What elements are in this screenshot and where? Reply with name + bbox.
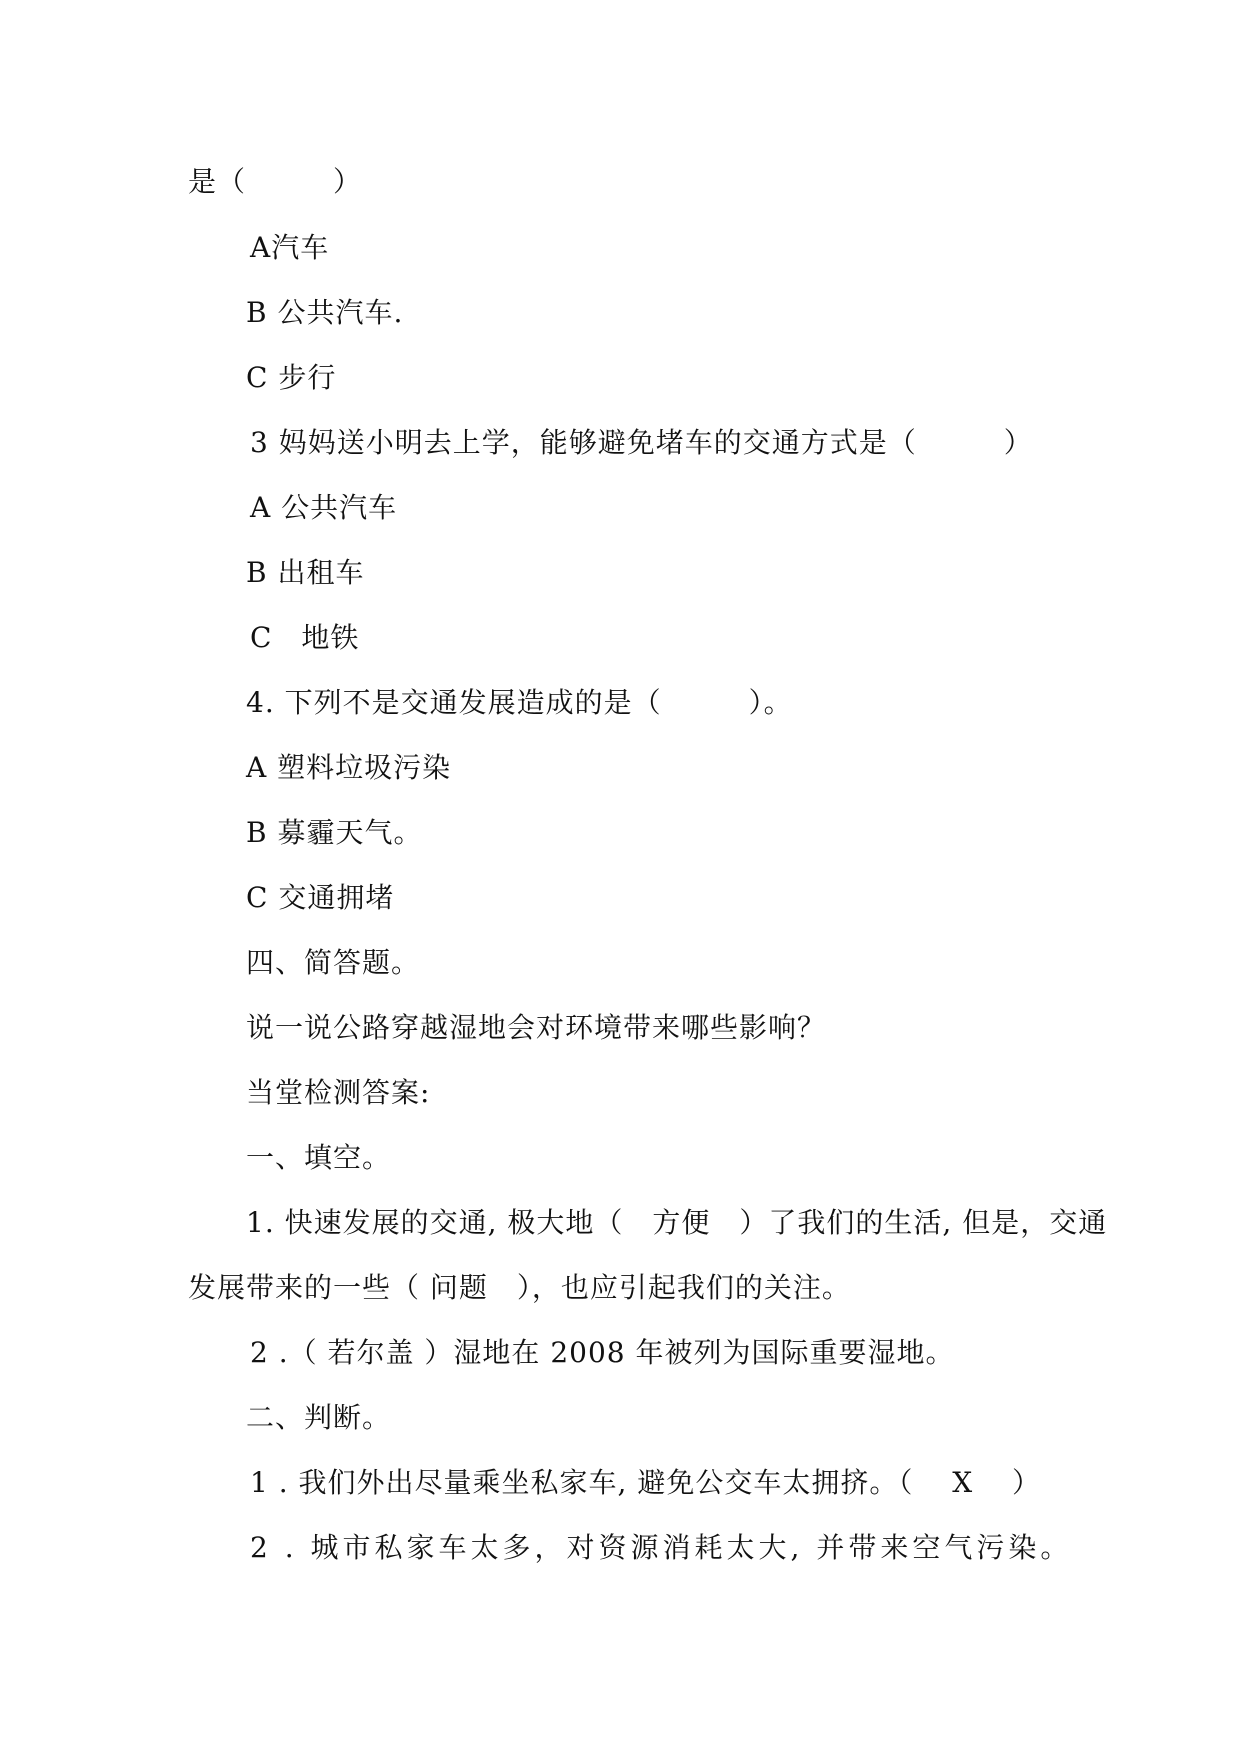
question-2-tail: 是（ ） [188,165,363,198]
question-2-option-c: C 步行 [246,361,337,394]
answer-fill-2: 2 .（ 若尔盖 ）湿地在 2008 年被列为国际重要湿地。 [250,1336,955,1369]
answer-fill-1-line-2: 发展带来的一些（ 问题 ），也应引起我们的关注。 [188,1271,851,1304]
question-4-option-a: A 塑料垃圾污染 [246,751,452,784]
question-2-option-b: B 公共汽车. [246,296,404,329]
question-3-option-a: A 公共汽车 [250,491,398,524]
question-3-option-b: B 出租车 [246,556,365,589]
answer-judge-2: 2 . 城市私家车太多，对资源消耗太大, 并带来空气污染。 [250,1531,1073,1564]
question-3-text: 3 妈妈送小明去上学，能够避免堵车的交通方式是（ ） [250,426,1033,459]
answers-section-judge: 二、判断。 [246,1401,392,1434]
answers-heading: 当堂检测答案: [246,1076,431,1109]
question-4-option-c: C 交通拥堵 [246,881,395,914]
question-2-option-a: A汽车 [250,231,330,264]
question-3-option-c: C 地铁 [250,621,360,654]
question-4-option-b: B 募霾天气。 [246,816,423,849]
answer-judge-1: 1 . 我们外出尽量乘坐私家车, 避免公交车太拥挤。（ X ） [250,1466,1042,1499]
short-answer-question: 说一说公路穿越湿地会对环境带来哪些影响？ [246,1011,827,1044]
answer-fill-1-line-1: 1. 快速发展的交通, 极大地（ 方便 ）了我们的生活, 但是，交通 [246,1206,1108,1239]
answers-section-fill-blank: 一、填空。 [246,1141,392,1174]
question-4-text: 4. 下列不是交通发展造成的是（ ）。 [246,686,793,719]
section-heading-short-answer: 四、简答题。 [246,946,421,979]
